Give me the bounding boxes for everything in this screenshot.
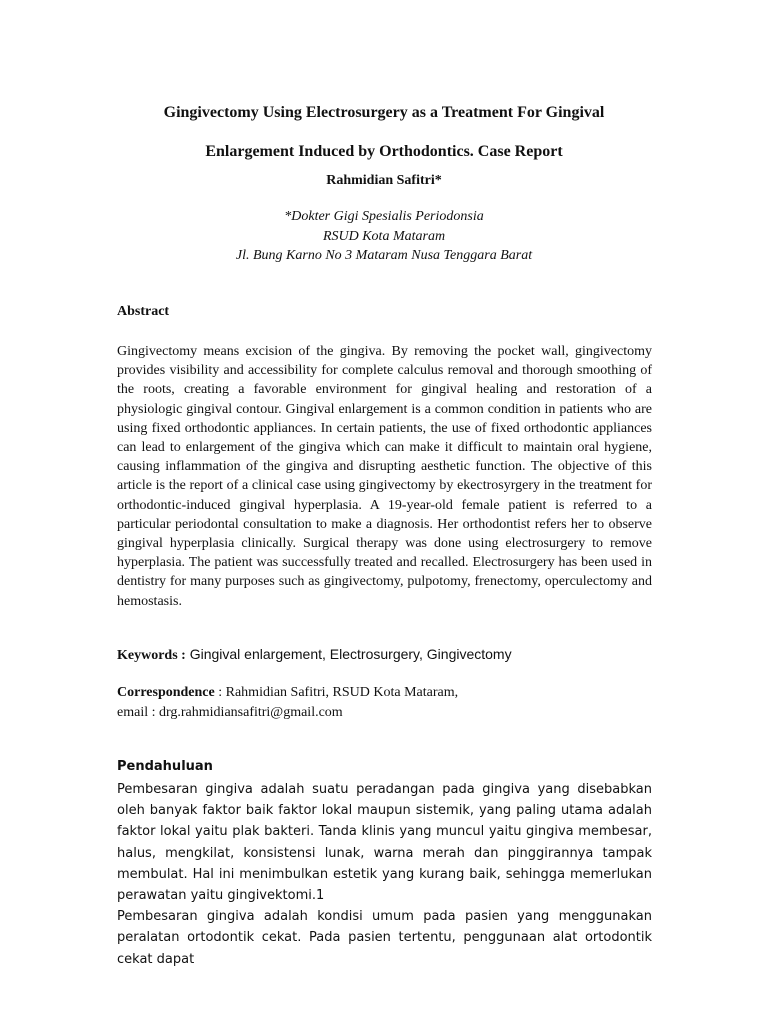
intro-paragraph-1: Pembesaran gingiva adalah suatu peradangan pada gingiva yang disebabkan oleh banyak faktor baik faktor lokal maupun sistemik, yang paling utama adalah faktor lokal yaitu plak bakteri. Tanda klinis yang muncul yaitu gingiva membesar, halus, mengkilat, konsistensi lunak, warna merah dan pinggirannya tampak membulat. Hal ini menimbulkan estetik yang kurang baik, sehingga memerlukan perawatan yaitu gingivektomi.1 [117,782,652,904]
author-name: Rahmidian Safitri* [326,173,442,188]
correspondence-line [117,683,652,703]
correspondence-email: email : drg.rahmidiansafitri@gmail.com [117,704,343,720]
keywords-label: Keywords : [117,648,186,663]
affiliation-line-2: RSUD Kota Mataram [322,229,446,244]
intro-body [117,779,652,970]
abstract-body: Gingivectomy means excision of the gingiva. By removing the pocket wall, gingivectomy provides visibility and accessibility for complete calculus removal and thorough smoothing of the roots, creating a favorable environment for gingival healing and restoration of a physiologic gingival contour. Gingival enlargement is a common condition in patients who are using fixed orthodontic appliances. In certain patients, the use of fixed orthodontic appliances can lead to enlargement of the gingiva which can make it difficult to maintain oral hygiene, causing inflammation of the gingiva and disrupting aesthetic function. The objective of this article is the report of a clinical case using gingivectomy by ekectrosyrgery in the treatment for orthodontic-induced gingival hyperplasia. A 19-year-old female patient is referred to a particular periodontal consultation to make a diagnosis. Her orthodontist refers her to observe gingival hyperplasia clinically. Surgical therapy was done using electrosurgery to remove hyperplasia. The patient was successfully treated and recalled. Electrosurgery has been used in dentistry for many purposes such as gingivectomy, pulpotomy, frenectomy, operculectomy and hemostasis. [117,344,652,609]
correspondence-text: : Rahmidian Safitri, RSUD Kota Mataram, [214,685,459,700]
correspondence-label: Correspondence [117,685,215,700]
correspondence [117,683,652,722]
affiliation-line-1: *Dokter Gigi Spesialis Periodonsia [284,209,484,224]
keywords-text: Gingival enlargement, Electrosurgery, Gingivectomy [185,646,512,662]
affiliation-line-3: Jl. Bung Karno No 3 Mataram Nusa Tenggara Barat [235,248,533,263]
keywords [117,646,652,664]
intro-paragraph-2: Pembesaran gingiva adalah kondisi umum pada pasien yang menggunakan peralatan ortodontik cekat. Pada pasien tertentu, penggunaan alat ortodontik cekat dapat [117,909,652,967]
title-line-1: Gingivectomy Using Electrosurgery as a Treatment For Gingival [163,104,605,121]
abstract-heading: Abstract [117,304,170,319]
title-line-2: Enlargement Induced by Orthodontics. Case Report [205,143,563,160]
intro-heading: Pendahuluan [117,759,213,774]
